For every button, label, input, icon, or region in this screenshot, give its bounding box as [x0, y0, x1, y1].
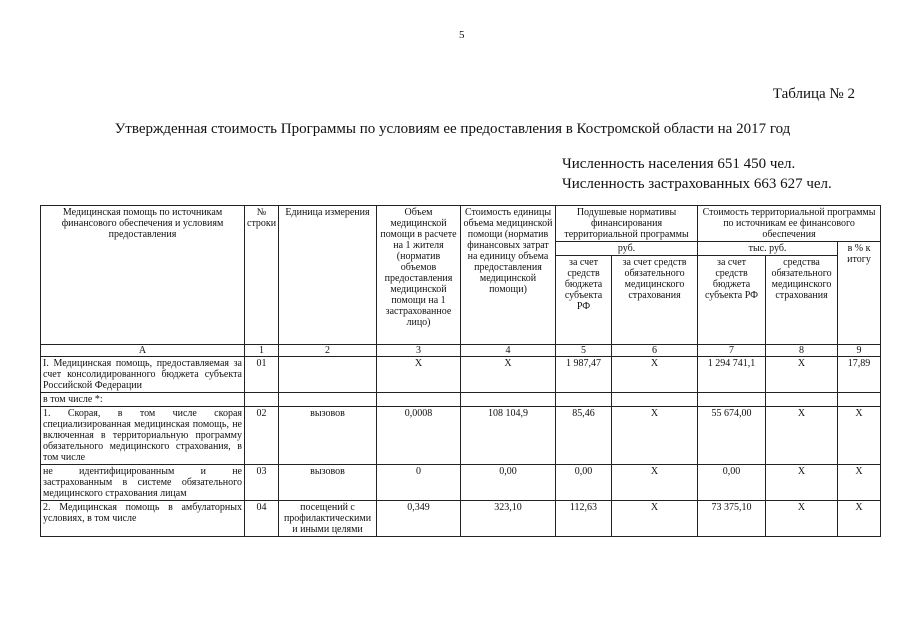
row-num: 01: [245, 357, 279, 393]
row-num: 03: [245, 465, 279, 501]
row-empty: [698, 393, 766, 407]
row-unit: посещений с профилактическими и иными целями: [279, 501, 377, 537]
row-name: не идентифицированным и не застрахованным в системе обязательного медицинского страхования лицам: [41, 465, 245, 501]
row-volume: Х: [377, 357, 461, 393]
index-cell: 8: [766, 345, 838, 357]
row-unit: [279, 357, 377, 393]
index-cell: 5: [556, 345, 612, 357]
insured-label: Численность застрахованных: [562, 176, 751, 192]
row-total-budget: 55 674,00: [698, 407, 766, 465]
row-cost: Х: [461, 357, 556, 393]
row-pc-oms: Х: [612, 407, 698, 465]
header-unit-thousand-rub: тыс. руб.: [698, 242, 838, 256]
row-pc-budget: 85,46: [556, 407, 612, 465]
row-volume: 0,349: [377, 501, 461, 537]
row-name: 1. Скорая, в том числе скорая специализированная медицинская помощь, не включенная в территориальную программу обязательного медицинского страхования, в том числе: [41, 407, 245, 465]
row-volume: 0,0008: [377, 407, 461, 465]
header-col-9: в % к итогу: [838, 242, 881, 345]
row-total-oms: Х: [766, 501, 838, 537]
row-pc-budget: 112,63: [556, 501, 612, 537]
row-pc-oms: Х: [612, 501, 698, 537]
header-col-2: Единица измерения: [279, 206, 377, 345]
row-pc-budget: 0,00: [556, 465, 612, 501]
header-unit-rub: руб.: [556, 242, 698, 256]
row-empty: [556, 393, 612, 407]
row-volume: 0: [377, 465, 461, 501]
row-num: 04: [245, 501, 279, 537]
row-name: в том числе *:: [41, 393, 245, 407]
table-row: [41, 501, 881, 537]
row-empty: [279, 393, 377, 407]
table-row: [41, 357, 881, 393]
index-cell: 7: [698, 345, 766, 357]
table-label: Таблица № 2: [772, 86, 855, 102]
table-row: [41, 407, 881, 465]
header-cost-group: Стоимость территориальной программы по источникам ее финансового обеспечения: [698, 206, 881, 242]
population-line: [562, 156, 795, 173]
row-empty: [838, 393, 881, 407]
header-col-a: Медицинская помощь по источникам финансового обеспечения и условиям предоставления: [41, 206, 245, 345]
row-empty: [766, 393, 838, 407]
row-unit: вызовов: [279, 465, 377, 501]
row-cost: 108 104,9: [461, 407, 556, 465]
header-col-1: № строки: [245, 206, 279, 345]
index-cell: 3: [377, 345, 461, 357]
index-cell: 1: [245, 345, 279, 357]
insured-value: 663 627: [753, 176, 803, 192]
page-number: 5: [459, 29, 465, 41]
row-percent: Х: [838, 465, 881, 501]
index-cell: 9: [838, 345, 881, 357]
header-col-8: средства обязательного медицинского страхования: [766, 256, 838, 345]
cost-table: [40, 205, 881, 537]
index-cell: 2: [279, 345, 377, 357]
row-total-oms: Х: [766, 407, 838, 465]
population-value: 651 450: [717, 156, 767, 172]
column-index-row: [41, 345, 881, 357]
header-col-5: за счет средств бюджета субъекта РФ: [556, 256, 612, 345]
header-col-3: Объем медицинской помощи в расчете на 1 жителя (норматив объемов предоставления медицинской помощи на 1 застрахованное лицо): [377, 206, 461, 345]
document-title: Утвержденная стоимость Программы по условиям ее предоставления в Костромской области на 2017 год: [114, 121, 791, 137]
row-pc-oms: Х: [612, 357, 698, 393]
header-col-6: за счет средств обязательного медицинского страхования: [612, 256, 698, 345]
row-percent: 17,89: [838, 357, 881, 393]
insured-line: [562, 176, 832, 193]
row-num: 02: [245, 407, 279, 465]
row-empty: [461, 393, 556, 407]
population-label: Численность населения: [562, 156, 714, 172]
header-row-1: [41, 206, 881, 242]
row-empty: [612, 393, 698, 407]
row-empty: [245, 393, 279, 407]
index-cell: 4: [461, 345, 556, 357]
row-total-budget: 0,00: [698, 465, 766, 501]
row-pc-oms: Х: [612, 465, 698, 501]
row-total-oms: Х: [766, 465, 838, 501]
header-col-7: за счет средств бюджета субъекта РФ: [698, 256, 766, 345]
population-unit: чел.: [769, 156, 796, 172]
row-pc-budget: 1 987,47: [556, 357, 612, 393]
row-total-budget: 73 375,10: [698, 501, 766, 537]
row-cost: 323,10: [461, 501, 556, 537]
row-unit: вызовов: [279, 407, 377, 465]
row-empty: [377, 393, 461, 407]
row-name: 2. Медицинская помощь в амбулаторных условиях, в том числе: [41, 501, 245, 537]
header-per-capita-group: Подушевые нормативы финансирования территориальной программы: [556, 206, 698, 242]
row-percent: Х: [838, 501, 881, 537]
insured-unit: чел.: [806, 176, 832, 192]
row-name: I. Медицинская помощь, предоставляемая за счет консолидированного бюджета субъекта Российской Федерации: [41, 357, 245, 393]
index-cell: А: [41, 345, 245, 357]
row-percent: Х: [838, 407, 881, 465]
table-row: [41, 465, 881, 501]
table-row: [41, 393, 881, 407]
index-cell: 6: [612, 345, 698, 357]
header-col-4: Стоимость единицы объема медицинской помощи (норматив финансовых затрат на единицу объема предоставления медицинской помощи): [461, 206, 556, 345]
row-cost: 0,00: [461, 465, 556, 501]
row-total-budget: 1 294 741,1: [698, 357, 766, 393]
row-total-oms: Х: [766, 357, 838, 393]
